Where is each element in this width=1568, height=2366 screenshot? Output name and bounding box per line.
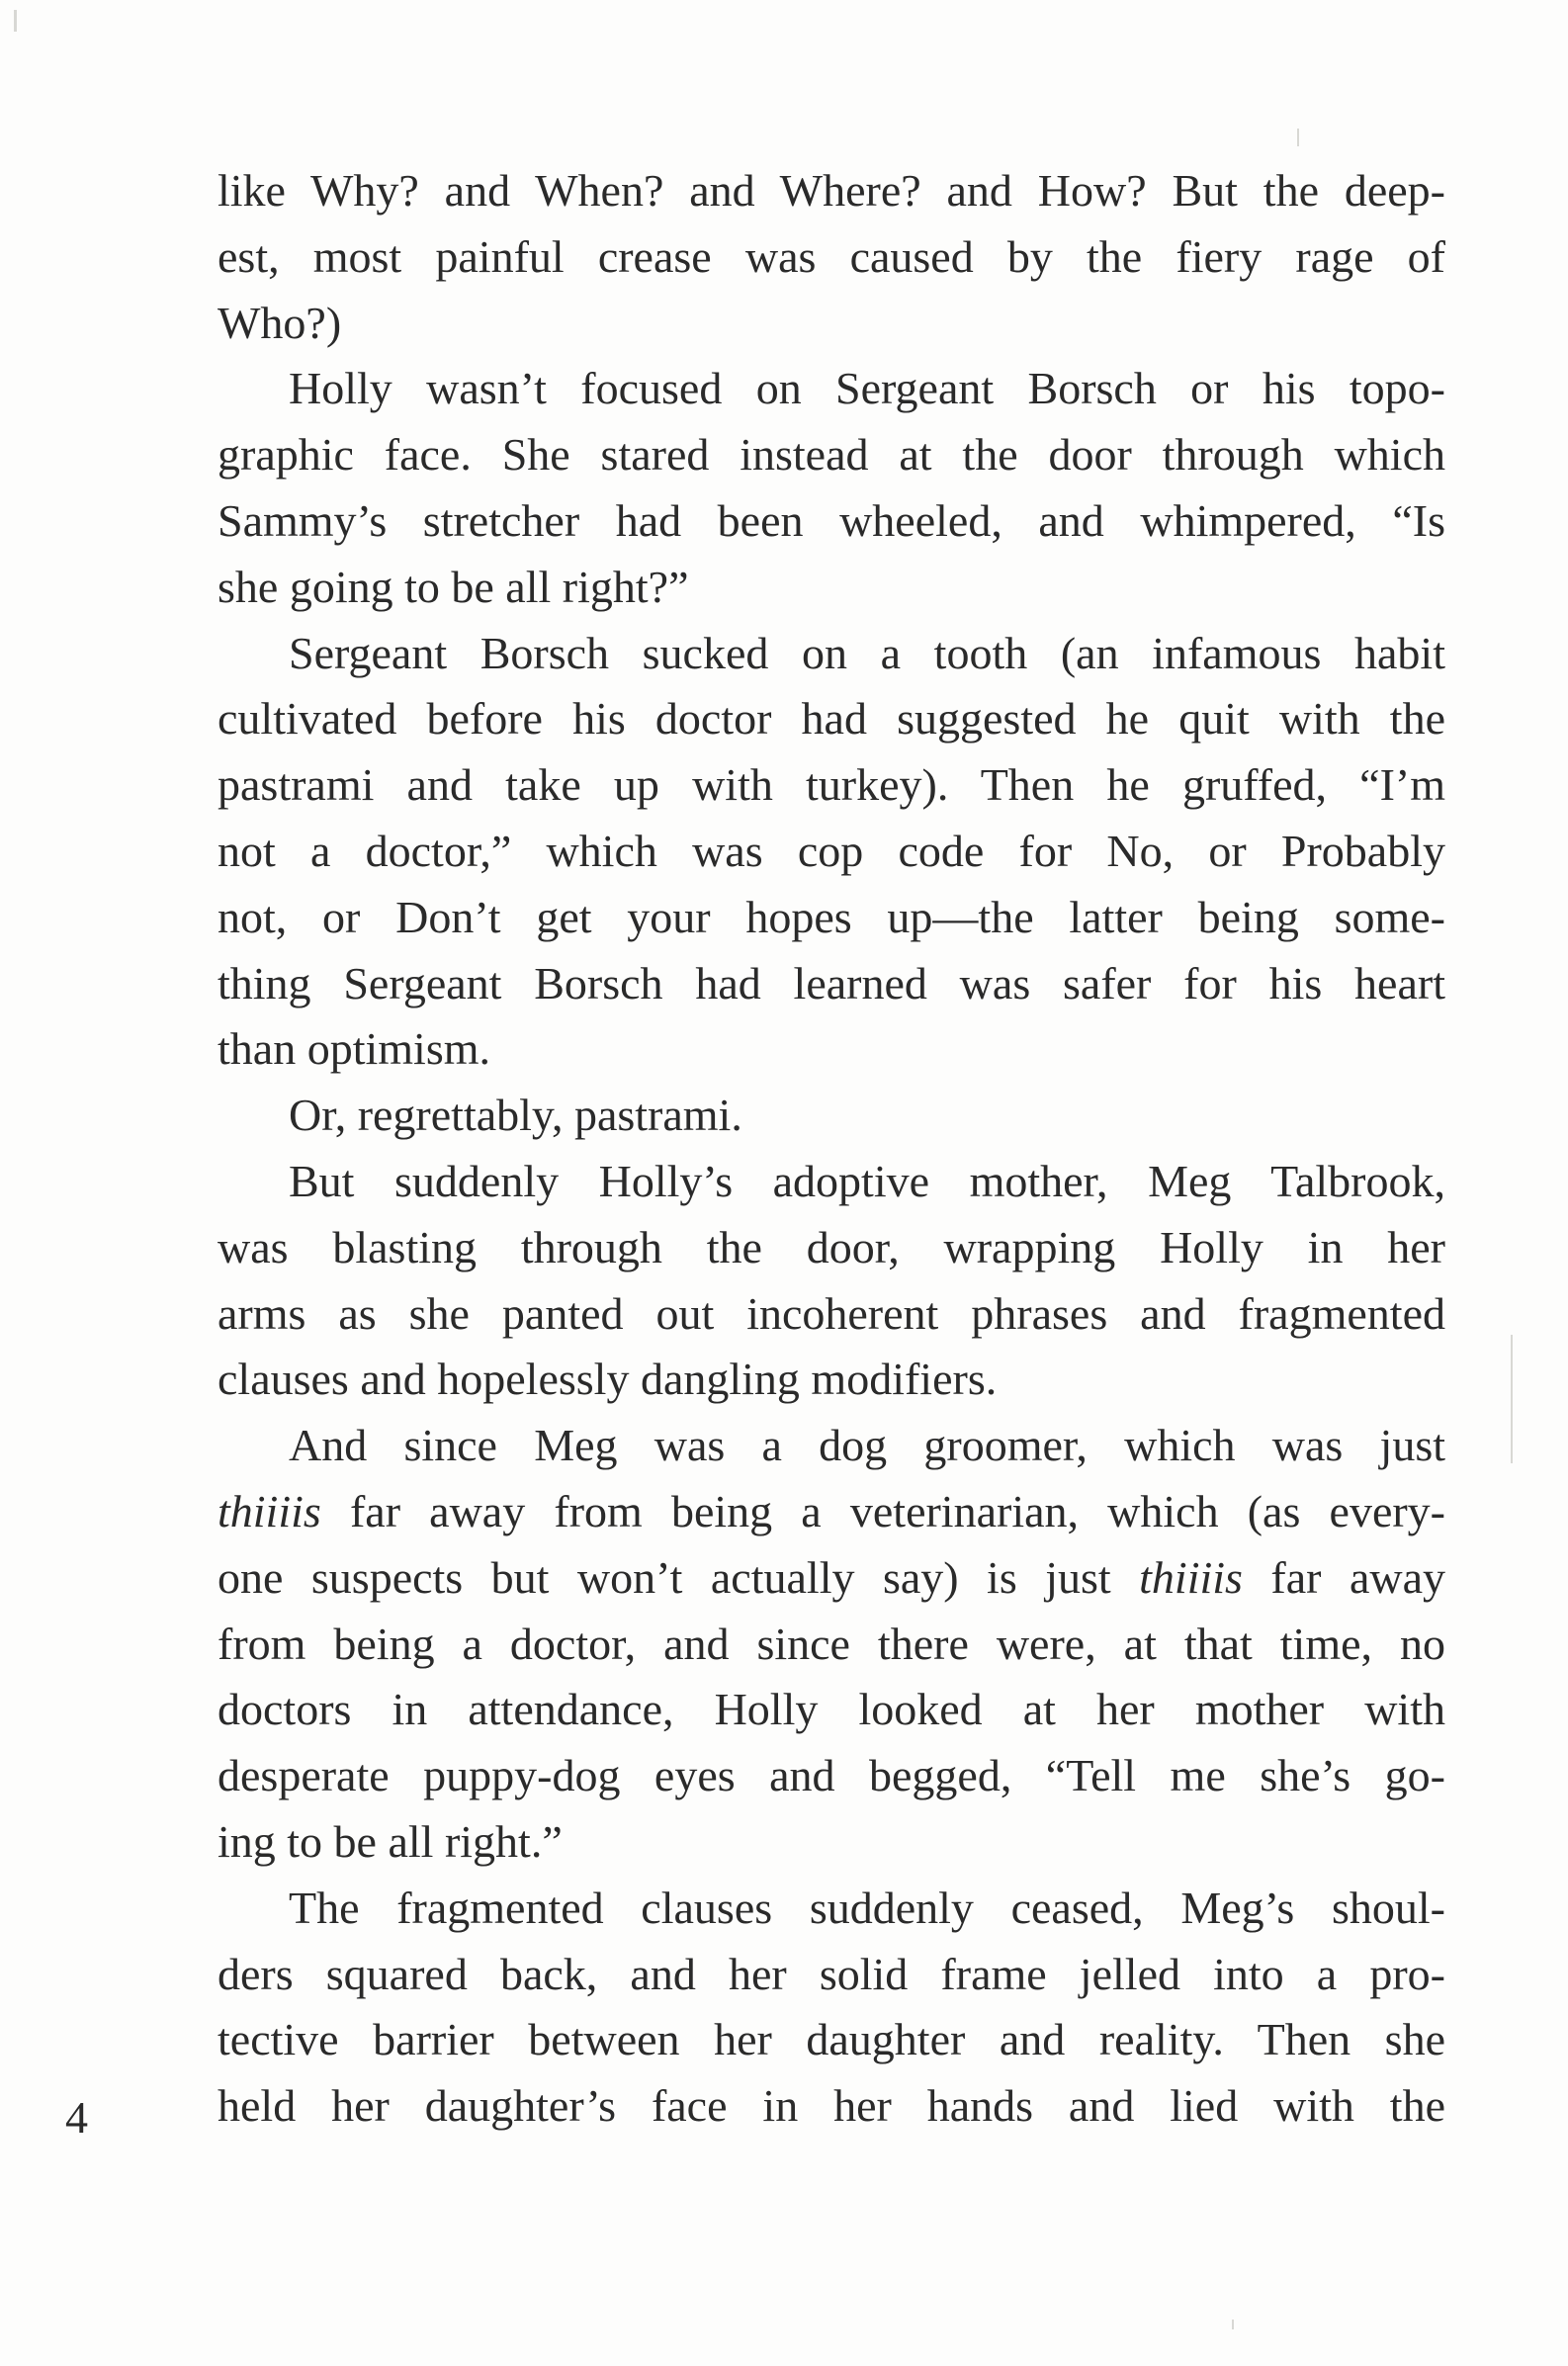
text-run: And since Meg was a dog groomer, which was just <box>289 1420 1445 1471</box>
text-line <box>218 686 1445 752</box>
text-line <box>218 1083 1445 1149</box>
text-run: Sammy’s stretcher had been wheeled, and whimpered, “Is <box>218 494 1445 546</box>
text-run: like Why? and When? and Where? and How? But the deep- <box>218 165 1445 216</box>
text-line <box>218 1281 1445 1348</box>
text-run: one suspects but won’t actually say) is just <box>218 1551 1140 1603</box>
paragraph <box>218 1149 1445 1413</box>
italic-text: thiiiis <box>1139 1551 1243 1603</box>
text-run: was blasting through the door, wrapping Holly in her <box>218 1221 1445 1272</box>
text-run: desperate puppy-dog eyes and begged, “Tell me she’s go- <box>218 1750 1445 1801</box>
scan-speck <box>1232 2320 1234 2329</box>
paragraph <box>218 1413 1445 1876</box>
text-run: cultivated before his doctor had suggested he quit with the <box>218 693 1445 745</box>
text-run: from being a doctor, and since there were, at that time, no <box>218 1618 1445 1669</box>
text-line <box>218 1876 1445 1942</box>
text-run: But suddenly Holly’s adoptive mother, Meg Talbrook, <box>289 1155 1445 1206</box>
text-line <box>218 422 1445 488</box>
paragraph <box>218 1083 1445 1149</box>
text-run: than optimism. <box>218 1023 490 1075</box>
italic-text: thiiiis <box>218 1485 321 1536</box>
text-line <box>218 1479 1445 1545</box>
text-run: arms as she panted out incoherent phrases and fragmented <box>218 1287 1445 1339</box>
text-line <box>218 1545 1445 1612</box>
text-run: Or, regrettably, pastrami. <box>289 1090 742 1141</box>
text-run: Who?) <box>218 297 342 348</box>
text-line <box>218 752 1445 819</box>
scan-speck <box>14 10 17 32</box>
text-run: she going to be all right?” <box>218 561 689 612</box>
text-line <box>218 555 1445 621</box>
text-line <box>218 1413 1445 1479</box>
text-run: ing to be all right.” <box>218 1815 563 1867</box>
text-line <box>218 1347 1445 1413</box>
text-line <box>218 621 1445 687</box>
paragraph <box>218 621 1445 1084</box>
text-run: est, most painful crease was caused by the fiery rage of <box>218 230 1445 282</box>
text-run: pastrami and take up with turkey). Then he gruffed, “I’m <box>218 759 1445 811</box>
text-run: Holly wasn’t focused on Sergeant Borsch or his topo- <box>289 363 1445 414</box>
text-line <box>218 158 1445 224</box>
body-text <box>218 158 1445 2140</box>
text-run: held her daughter’s face in her hands and lied with the <box>218 2080 1445 2132</box>
text-line <box>218 356 1445 422</box>
text-line <box>218 1612 1445 1678</box>
text-run: thing Sergeant Borsch had learned was safer for his heart <box>218 957 1445 1008</box>
text-line <box>218 1016 1445 1083</box>
text-run: not a doctor,” which was cop code for No, or Probably <box>218 825 1445 876</box>
paragraph <box>218 1876 1445 2140</box>
text-run: The fragmented clauses suddenly ceased, Meg’s shoul- <box>289 1882 1445 1933</box>
text-run: Sergeant Borsch sucked on a tooth (an infamous habit <box>289 627 1445 678</box>
text-run: far away <box>1242 1551 1446 1603</box>
text-run: doctors in attendance, Holly looked at her mother with <box>218 1684 1445 1735</box>
text-line <box>218 224 1445 291</box>
paragraph <box>218 158 1445 356</box>
paragraph <box>218 356 1445 620</box>
text-line <box>218 1809 1445 1876</box>
text-line <box>218 885 1445 951</box>
page-number: 4 <box>65 2092 88 2143</box>
text-line <box>218 1149 1445 1215</box>
text-line <box>218 1215 1445 1281</box>
text-line <box>218 951 1445 1017</box>
text-line <box>218 2073 1445 2140</box>
text-run: ders squared back, and her solid frame jelled into a pro- <box>218 1948 1445 1999</box>
text-line <box>218 488 1445 555</box>
scan-speck <box>1511 1335 1513 1463</box>
text-line <box>218 291 1445 357</box>
text-line <box>218 2007 1445 2073</box>
scan-speck <box>1297 129 1299 146</box>
text-run: graphic face. She stared instead at the door through which <box>218 429 1445 481</box>
text-run: tective barrier between her daughter and reality. Then she <box>218 2014 1445 2065</box>
text-run: far away from being a veterinarian, which (as every- <box>320 1485 1445 1536</box>
text-line <box>218 819 1445 885</box>
text-line <box>218 1743 1445 1809</box>
text-line <box>218 1677 1445 1743</box>
text-line <box>218 1942 1445 2008</box>
text-run: not, or Don’t get your hopes up—the latter being some- <box>218 891 1445 942</box>
text-run: clauses and hopelessly dangling modifiers. <box>218 1354 998 1405</box>
